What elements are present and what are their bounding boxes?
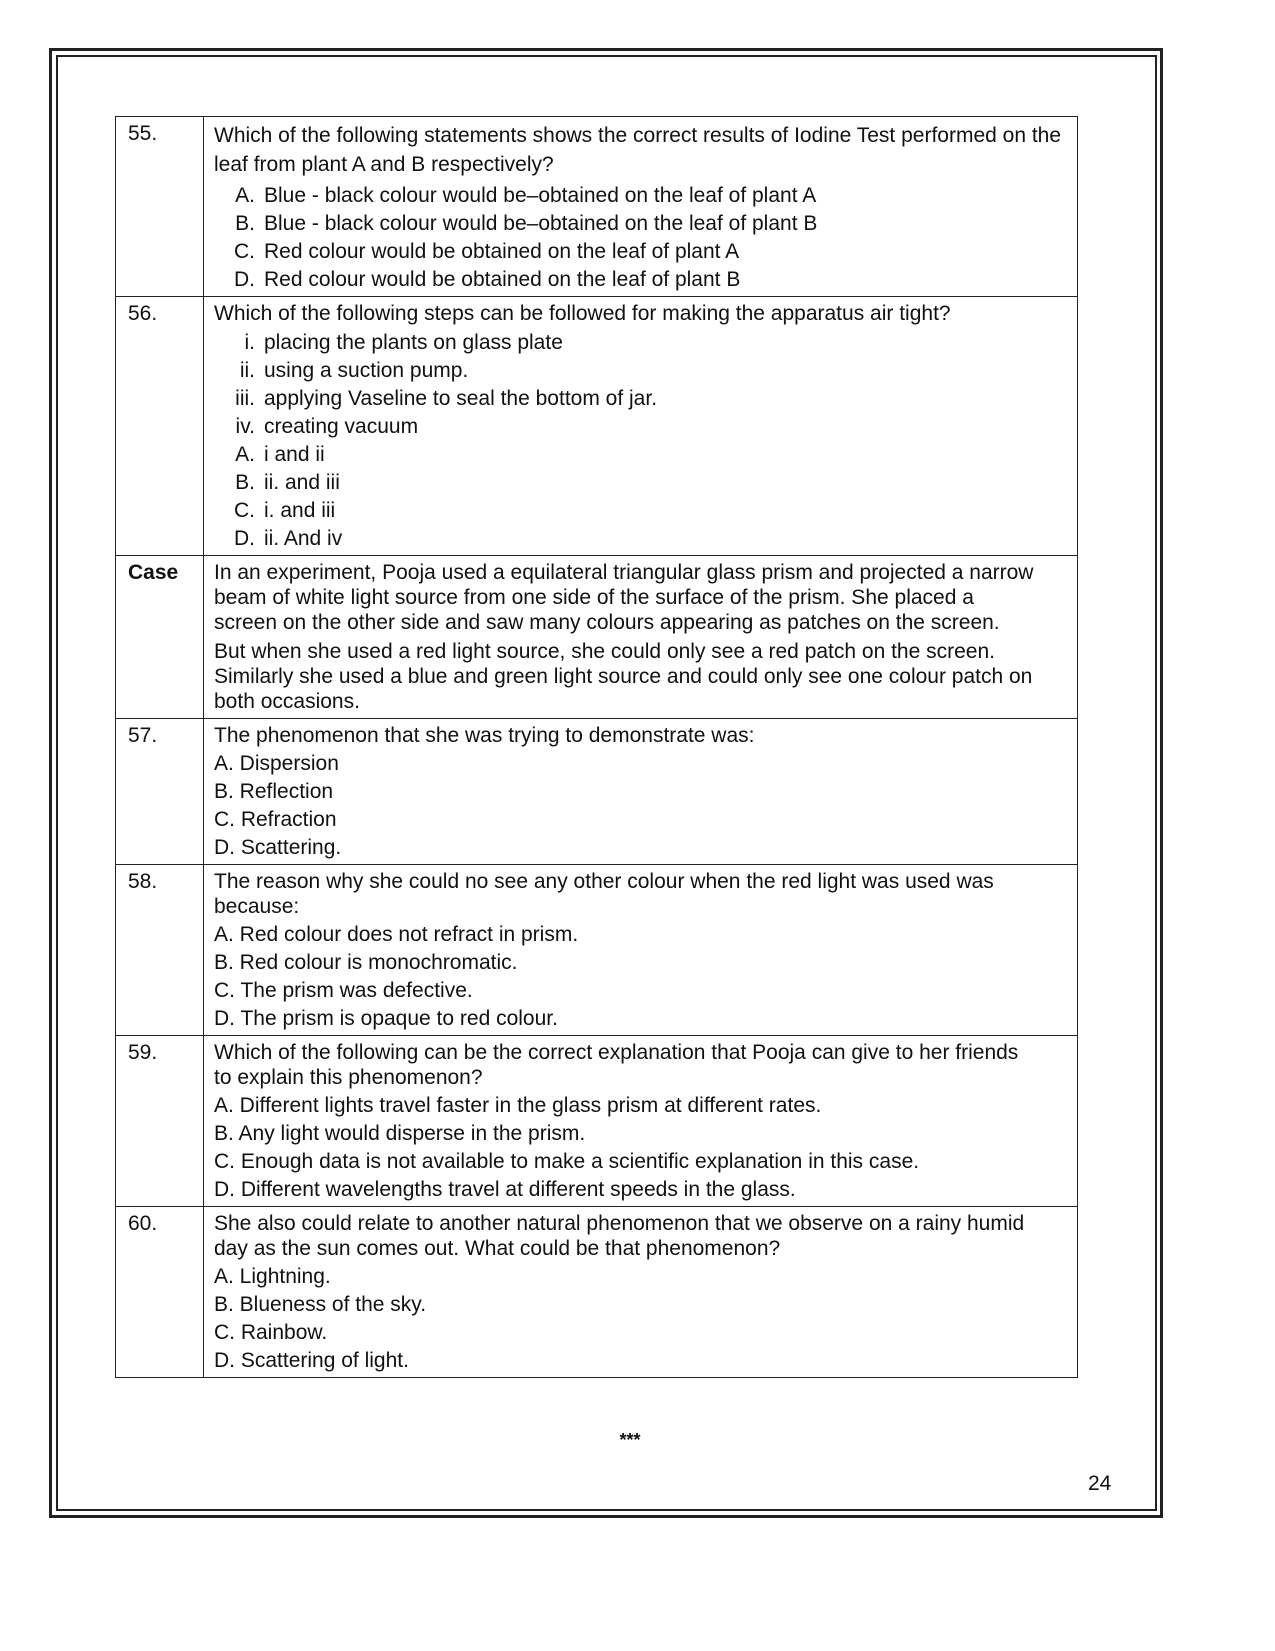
question-stem: Which of the following statements shows the correct results of Iodine Test performed on the leaf from plant A and B respectively? — [214, 124, 1062, 176]
option: A. Red colour does not refract in prism. — [214, 923, 579, 946]
option-label: A. — [235, 184, 255, 207]
question-stem: day as the sun comes out. What could be that phenomenon? — [214, 1237, 781, 1260]
case-row — [116, 556, 1078, 719]
option — [214, 211, 1069, 236]
case-line: both occasions. — [214, 690, 360, 713]
question-body — [204, 297, 1078, 556]
option: C. Enough data is not available to make a scientific explanation in this case. — [214, 1150, 920, 1173]
question-number: 60. — [116, 1207, 204, 1378]
step — [214, 386, 1069, 411]
option-label: B. — [235, 471, 255, 494]
option-text: Red colour would be obtained on the leaf of plant A — [264, 240, 740, 263]
option — [214, 442, 1069, 467]
option — [214, 239, 1069, 264]
question-row-55 — [116, 117, 1078, 297]
case-label: Case — [116, 556, 204, 719]
option-text: i and ii — [264, 443, 325, 466]
question-number: 55. — [116, 117, 204, 297]
case-line: screen on the other side and saw many colours appearing as patches on the screen. — [214, 611, 1000, 634]
option: A. Dispersion — [214, 752, 339, 775]
question-stem: because: — [214, 895, 300, 918]
option: B. Blueness of the sky. — [214, 1293, 427, 1316]
option-label: D. — [234, 527, 255, 550]
option — [214, 526, 1069, 551]
question-body — [204, 117, 1078, 297]
question-body — [204, 1207, 1078, 1378]
question-row-56 — [116, 297, 1078, 556]
option-text: Blue - black colour would be–obtained on the leaf of plant A — [264, 184, 817, 207]
option-label: C. — [234, 499, 255, 522]
option: D. The prism is opaque to red colour. — [214, 1007, 558, 1030]
option-label: A. — [235, 443, 255, 466]
question-number: 56. — [116, 297, 204, 556]
option: B. Any light would disperse in the prism. — [214, 1122, 586, 1145]
question-stem: The reason why she could no see any other colour when the red light was used was — [214, 870, 994, 893]
case-body — [204, 556, 1078, 719]
option-label: B. — [235, 212, 255, 235]
step-label: ii. — [239, 359, 255, 382]
option-label: C. — [234, 240, 255, 263]
option — [214, 183, 1069, 208]
option: A. Different lights travel faster in the glass prism at different rates. — [214, 1094, 822, 1117]
question-stem: Which of the following steps can be followed for making the apparatus air tight? — [214, 302, 951, 325]
step-label: iii. — [235, 387, 255, 410]
question-number: 57. — [116, 719, 204, 865]
step-label: i. — [244, 331, 255, 354]
step-text: using a suction pump. — [264, 359, 469, 382]
question-stem: She also could relate to another natural phenomenon that we observe on a rainy humid — [214, 1212, 1025, 1235]
option: C. Rainbow. — [214, 1321, 328, 1344]
case-line: Similarly she used a blue and green light source and could only see one colour patch on — [214, 665, 1033, 688]
question-number: 59. — [116, 1036, 204, 1207]
option: A. Lightning. — [214, 1265, 331, 1288]
step — [214, 414, 1069, 439]
end-marker: *** — [619, 1430, 641, 1450]
option: D. Scattering. — [214, 836, 342, 859]
case-line: In an experiment, Pooja used a equilateral triangular glass prism and projected a narrow — [214, 561, 1034, 584]
option: D. Scattering of light. — [214, 1349, 409, 1372]
option: D. Different wavelengths travel at different speeds in the glass. — [214, 1178, 796, 1201]
question-stem: to explain this phenomenon? — [214, 1066, 483, 1089]
option-text: ii. And iv — [264, 527, 343, 550]
case-line: beam of white light source from one side of the surface of the prism. She placed a — [214, 586, 974, 609]
question-body — [204, 719, 1078, 865]
question-row-57 — [116, 719, 1078, 865]
question-table — [115, 116, 1078, 1378]
option — [214, 498, 1069, 523]
case-line: But when she used a red light source, she could only see a red patch on the screen. — [214, 640, 995, 663]
step — [214, 358, 1069, 383]
question-stem: Which of the following can be the correct explanation that Pooja can give to her friends — [214, 1041, 1019, 1064]
question-body — [204, 865, 1078, 1036]
question-row-58 — [116, 865, 1078, 1036]
option — [214, 267, 1069, 292]
step-label: iv. — [235, 415, 255, 438]
question-number: 58. — [116, 865, 204, 1036]
question-body — [204, 1036, 1078, 1207]
option: B. Reflection — [214, 780, 334, 803]
question-stem: The phenomenon that she was trying to demonstrate was: — [214, 724, 755, 747]
step — [214, 330, 1069, 355]
option: C. Refraction — [214, 808, 337, 831]
option: B. Red colour is monochromatic. — [214, 951, 518, 974]
option-text: Red colour would be obtained on the leaf of plant B — [264, 268, 741, 291]
page-number: 24 — [1088, 1472, 1112, 1495]
option-text: ii. and iii — [264, 471, 340, 494]
question-row-60 — [116, 1207, 1078, 1378]
step-text: placing the plants on glass plate — [264, 331, 563, 354]
option-text: i. and iii — [264, 499, 336, 522]
option-text: Blue - black colour would be–obtained on the leaf of plant B — [264, 212, 818, 235]
option-label: D. — [234, 268, 255, 291]
step-text: creating vacuum — [264, 415, 419, 438]
option: C. The prism was defective. — [214, 979, 473, 1002]
option — [214, 470, 1069, 495]
step-text: applying Vaseline to seal the bottom of jar. — [264, 387, 658, 410]
question-row-59 — [116, 1036, 1078, 1207]
